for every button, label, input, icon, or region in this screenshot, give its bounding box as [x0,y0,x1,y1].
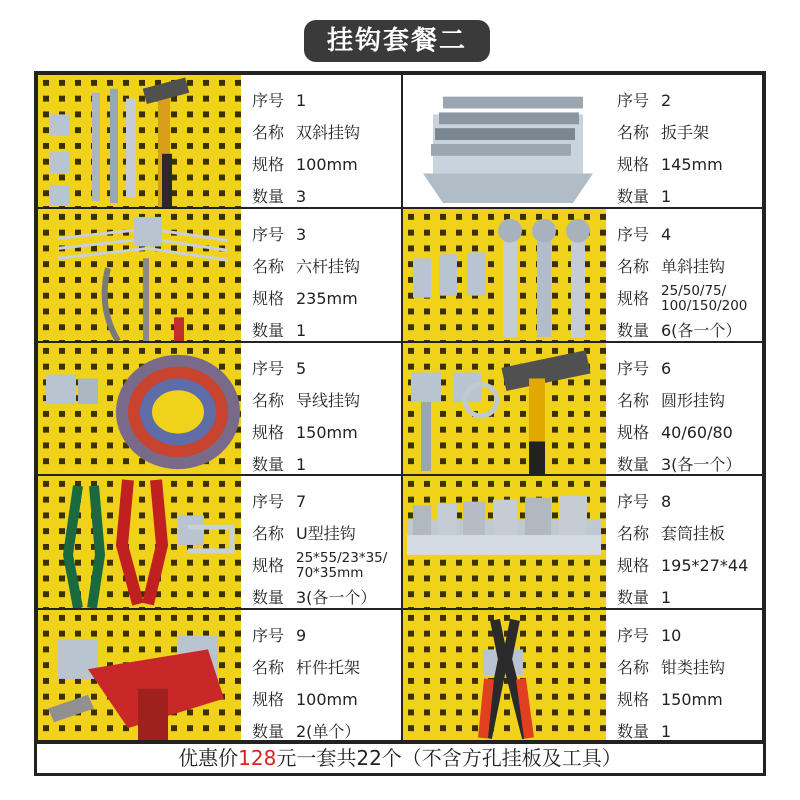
spec-value [661,283,758,315]
seq-value: 9 [296,626,307,645]
spec-line-2: 100/150/200 [661,298,748,314]
spec-label: 规格 [252,423,285,442]
item-card-9 [37,609,402,741]
item-specs-10 [617,620,758,748]
name-value: 六杆挂钩 [296,257,361,276]
item-specs-5 [252,353,397,481]
qty-label: 数量 [252,321,285,340]
item-specs-7 [252,486,397,614]
item-card-5 [37,342,402,475]
spec-label: 规格 [617,556,650,575]
seq-label: 序号 [617,225,650,244]
seq-value: 8 [661,492,672,511]
seq-label: 序号 [252,91,285,110]
seq-label: 序号 [617,626,650,645]
spec-line-1: 25*55/23*35/ [296,550,388,566]
qty-value: 1 [296,455,307,474]
item-card-8 [402,475,763,609]
seq-value: 1 [296,91,307,110]
qty-label: 数量 [252,588,285,607]
name-label: 名称 [252,123,285,142]
item-photo-pliers-hook [403,610,606,740]
item-card-2 [402,74,763,208]
qty-label: 数量 [617,588,650,607]
item-photo-wire-hook [38,343,241,474]
seq-label: 序号 [252,225,285,244]
qty-value: 1 [661,187,672,206]
name-label: 名称 [617,524,650,543]
name-label: 名称 [252,658,285,677]
name-value: 杆件托架 [296,658,361,677]
price-footer [34,744,766,776]
spec-label: 规格 [617,690,650,709]
qty-value: 3 [296,187,307,206]
qty-value: 3(各一个） [661,455,742,474]
qty-value: 1 [661,722,672,741]
item-photo-six-bar-hook [38,209,241,341]
product-grid [34,71,766,744]
item-card-1 [37,74,402,208]
name-label: 名称 [617,257,650,276]
spec-label: 规格 [252,556,285,575]
name-value: 导线挂钩 [296,391,361,410]
name-value: 单斜挂钩 [661,257,726,276]
name-value: 钳类挂钩 [661,658,726,677]
spec-label: 规格 [617,423,650,442]
spec-line-2: 70*35mm [296,565,364,581]
item-specs-2 [617,85,758,213]
seq-value: 7 [296,492,307,511]
spec-value: 100mm [296,155,358,174]
seq-label: 序号 [252,359,285,378]
spec-value: 150mm [661,690,723,709]
spec-value: 235mm [296,289,358,308]
seq-value: 3 [296,225,307,244]
seq-label: 序号 [617,91,650,110]
item-card-3 [37,208,402,342]
seq-value: 4 [661,225,672,244]
name-value: U型挂钩 [296,524,356,543]
name-value: 双斜挂钩 [296,123,361,142]
spec-label: 规格 [252,690,285,709]
name-label: 名称 [617,391,650,410]
item-photo-socket-board [403,476,606,608]
name-label: 名称 [617,123,650,142]
name-label: 名称 [252,524,285,543]
seq-label: 序号 [617,359,650,378]
spec-label: 规格 [617,155,650,174]
seq-label: 序号 [252,492,285,511]
qty-label: 数量 [617,321,650,340]
qty-label: 数量 [252,187,285,206]
qty-value: 1 [661,588,672,607]
item-card-10 [402,609,763,741]
item-specs-3 [252,219,397,347]
item-card-4 [402,208,763,342]
spec-label: 规格 [617,289,650,308]
item-card-6 [402,342,763,475]
item-specs-6 [617,353,758,481]
seq-value: 2 [661,91,672,110]
qty-value: 3(各一个） [296,588,377,607]
name-label: 名称 [617,658,650,677]
qty-label: 数量 [617,187,650,206]
seq-label: 序号 [252,626,285,645]
item-photo-round-hook [403,343,606,474]
spec-value [296,550,397,582]
item-specs-8 [617,486,758,614]
spec-value: 40/60/80 [661,423,733,442]
header [0,0,800,72]
name-value: 扳手架 [661,123,710,142]
item-card-7 [37,475,402,609]
qty-value: 6(各一个） [661,321,742,340]
spec-value: 100mm [296,690,358,709]
qty-label: 数量 [252,722,285,741]
spec-value: 195*27*44 [661,556,749,575]
seq-value: 6 [661,359,672,378]
spec-line-1: 25/50/75/ [661,283,727,299]
qty-value: 2(单个） [296,722,361,741]
item-specs-9 [252,620,397,748]
item-photo-single-hook [403,209,606,341]
footer-price: 128 [238,746,277,770]
qty-label: 数量 [617,722,650,741]
item-photo-double-hook [38,75,241,207]
name-label: 名称 [252,257,285,276]
seq-label: 序号 [617,492,650,511]
item-photo-u-hook [38,476,241,608]
item-photo-bar-bracket [38,610,241,740]
spec-value: 145mm [661,155,723,174]
item-photo-wrench-rack [403,75,606,207]
name-label: 名称 [252,391,285,410]
name-value: 套筒挂板 [661,524,726,543]
spec-value: 150mm [296,423,358,442]
item-specs-4 [617,219,758,347]
seq-value: 10 [661,626,682,645]
footer-prefix: 优惠价 [178,746,239,770]
spec-label: 规格 [252,289,285,308]
qty-value: 1 [296,321,307,340]
qty-label: 数量 [617,455,650,474]
qty-label: 数量 [252,455,285,474]
spec-label: 规格 [252,155,285,174]
seq-value: 5 [296,359,307,378]
item-specs-1 [252,85,397,213]
name-value: 圆形挂钩 [661,391,726,410]
footer-suffix: 元一套共22个（不含方孔挂板及工具） [276,746,622,770]
page-title: 挂钩套餐二 [304,20,490,62]
